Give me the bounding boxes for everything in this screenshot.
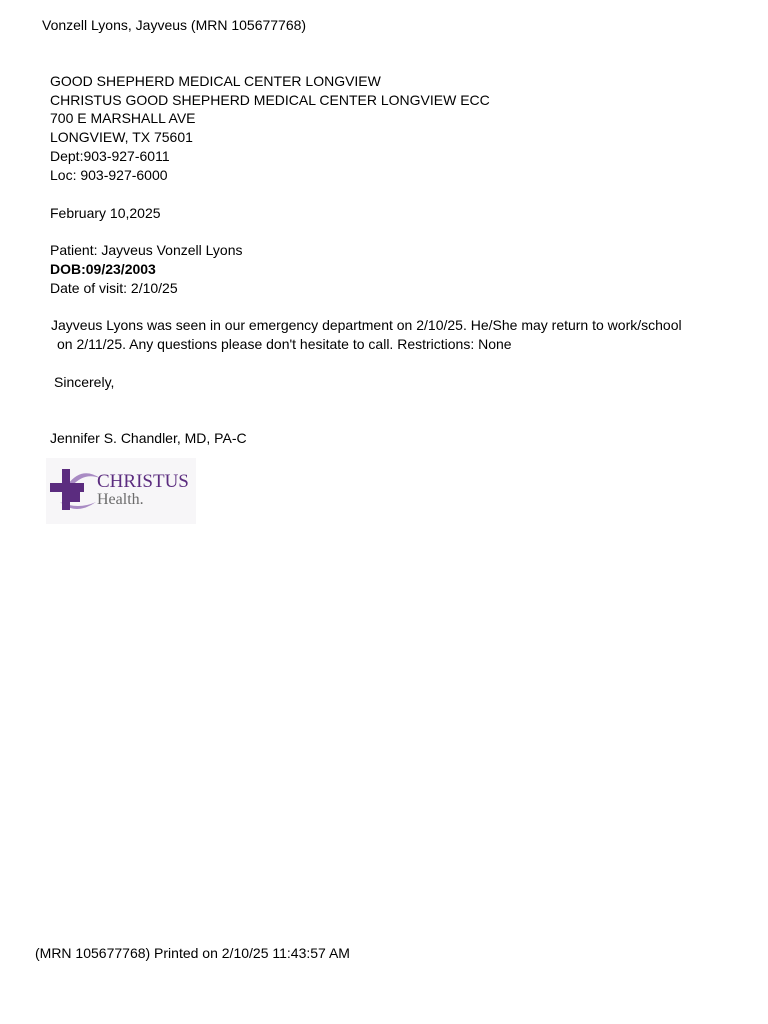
logo-wordmark: CHRISTUS (97, 471, 189, 492)
closing: Sincerely, (54, 374, 115, 390)
logo-subtitle: Health. (97, 491, 144, 508)
visit-date: Date of visit: 2/10/25 (50, 280, 178, 296)
letter-body-line-2: on 2/11/25. Any questions please don't hesitate to call. Restrictions: None (57, 336, 512, 352)
print-footer: (MRN 105677768) Printed on 2/10/25 11:43:57 AM (35, 945, 350, 961)
patient-header: Vonzell Lyons, Jayveus (MRN 105677768) (42, 17, 307, 33)
dept-phone: Dept:903-927-6011 (50, 148, 170, 164)
letter-date: February 10,2025 (50, 205, 161, 221)
signature-name: Jennifer S. Chandler, MD, PA-C (50, 430, 247, 446)
loc-phone: Loc: 903-927-6000 (50, 167, 168, 183)
facility-address-street: 700 E MARSHALL AVE (50, 110, 196, 126)
patient-name: Patient: Jayveus Vonzell Lyons (50, 242, 243, 258)
facility-subname: CHRISTUS GOOD SHEPHERD MEDICAL CENTER LONGVIEW ECC (50, 92, 490, 108)
facility-name: GOOD SHEPHERD MEDICAL CENTER LONGVIEW (50, 73, 381, 89)
letter-body-line-1: Jayveus Lyons was seen in our emergency department on 2/10/25. He/She may return to work/school (51, 317, 682, 333)
facility-address-city: LONGVIEW, TX 75601 (50, 129, 193, 145)
christus-health-logo (46, 458, 196, 524)
patient-dob: DOB:09/23/2003 (50, 261, 156, 277)
